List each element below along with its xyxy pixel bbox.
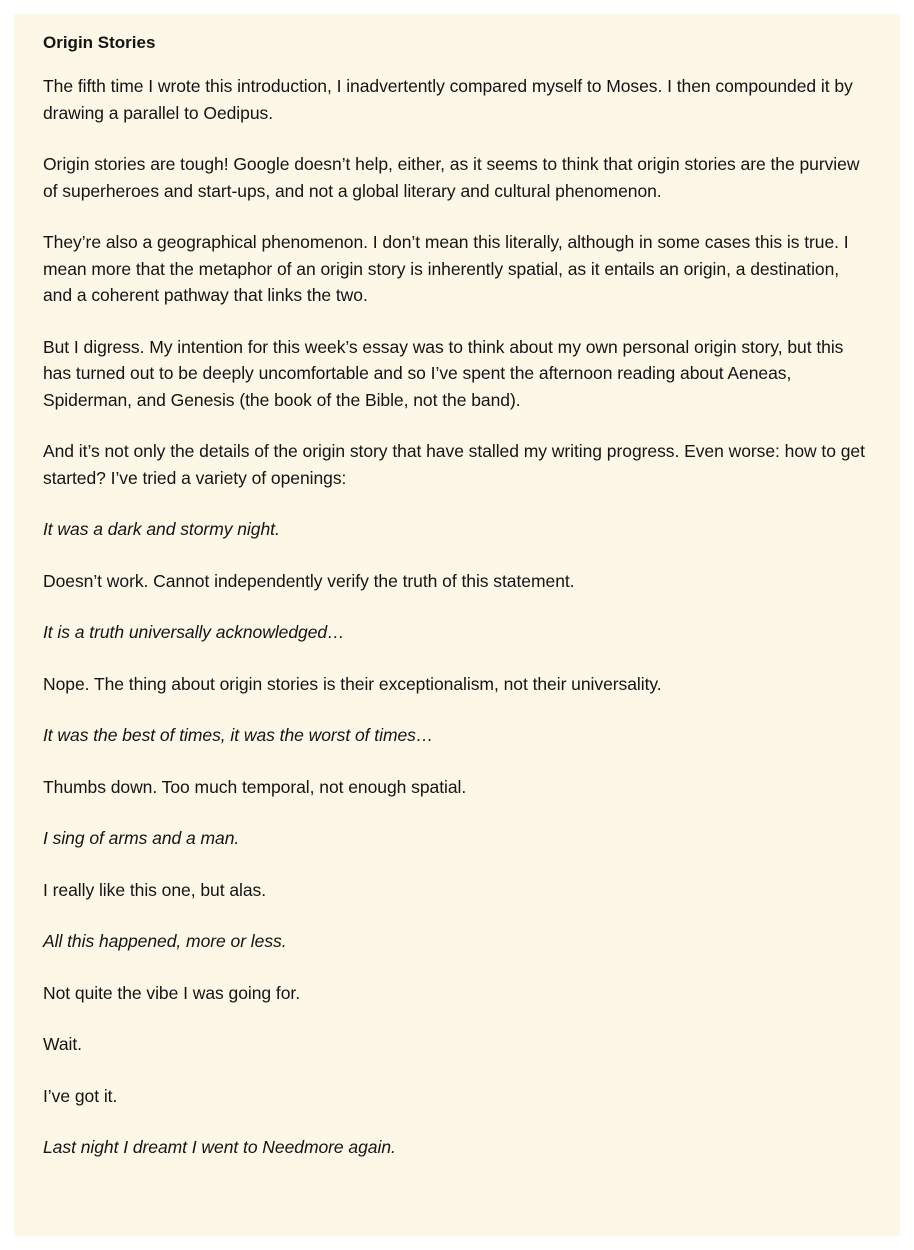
body-paragraph: Doesn’t work. Cannot independently verify the truth of this statement. — [43, 570, 575, 591]
body-paragraph: Nope. The thing about origin stories is their exceptionalism, not their universality. — [43, 673, 662, 694]
body-paragraph: Not quite the vibe I was going for. — [43, 982, 301, 1003]
body-paragraph: I really like this one, but alas. — [43, 879, 267, 900]
quoted-opening-line: I sing of arms and a man. — [43, 828, 240, 848]
body-paragraph: I’ve got it. — [43, 1085, 118, 1106]
body-paragraph: But I digress. My intention for this week’s essay was to think about my own personal origin story, but this has turned out to be deeply uncomfortable and so I’ve spent the afternoon reading about Aeneas, Spiderman, and Genesis (the book of the Bible, not the band). — [43, 336, 844, 410]
quoted-opening-line: Last night I dreamt I went to Needmore again. — [43, 1137, 396, 1157]
document-title: Origin Stories — [43, 33, 156, 52]
document-page — [14, 14, 900, 1236]
quoted-opening-line: All this happened, more or less. — [43, 931, 287, 951]
body-paragraph: And it’s not only the details of the origin story that have stalled my writing progress. Even worse: how to get started? I’ve tried a variety of openings: — [43, 441, 865, 488]
quoted-opening-line: It was the best of times, it was the worst of times… — [43, 725, 434, 745]
quoted-opening-line: It is a truth universally acknowledged… — [43, 622, 345, 642]
quoted-opening-line: It was a dark and stormy night. — [43, 519, 280, 539]
body-paragraph: They’re also a geographical phenomenon. I don’t mean this literally, although in some cases this is true. I mean more that the metaphor of an origin story is inherently spatial, as it entails an origin, a destination, and a coherent pathway that links the two. — [43, 232, 849, 305]
body-paragraph: Wait. — [43, 1034, 82, 1054]
body-paragraph: The fifth time I wrote this introduction, I inadvertently compared myself to Moses. I then compounded it by drawing a parallel to Oedipus. — [43, 76, 853, 123]
body-paragraph: Thumbs down. Too much temporal, not enough spatial. — [43, 776, 467, 797]
body-paragraph: Origin stories are tough! Google doesn’t help, either, as it seems to think that origin stories are the purview of superheroes and start-ups, and not a global literary and cultural phenomenon. — [43, 154, 860, 201]
document-body — [43, 73, 871, 1161]
